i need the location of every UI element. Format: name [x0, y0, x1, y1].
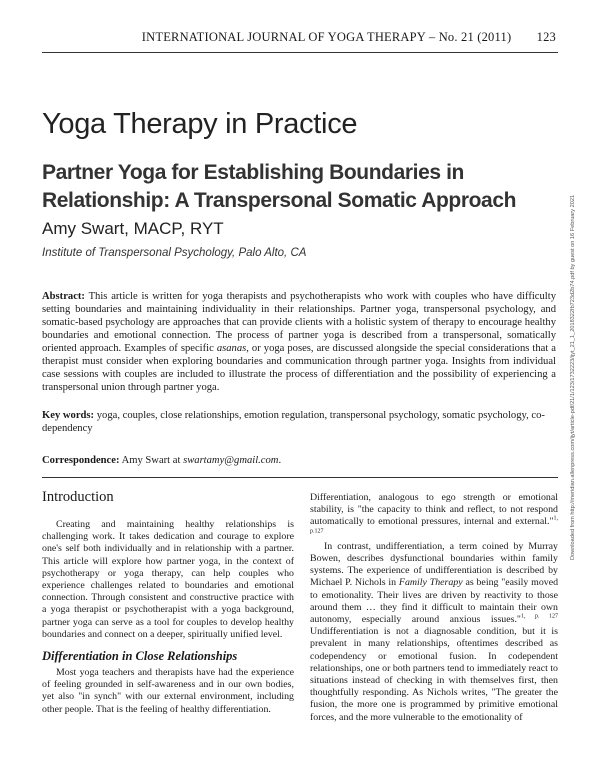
section-title: Yoga Therapy in Practice: [42, 108, 358, 140]
page-number: 123: [536, 30, 556, 44]
header-rule: [42, 52, 558, 53]
right-p2-text-c: Undifferentiation is not a diagnosable condition, but it is prevalent in many relationships, oftentimes described as codependency or emotional fusion. In codependent relationships, one or both partners tend to immediately react to situations instead of checking in with themselves first, then thoughtfully responding. As Nichols writes, "The greater the fusion, the more one is programmed by primitive emotional forces, and the more vulnerable to the emotionality of: [310, 626, 558, 723]
download-watermark: Downloaded from http://meridian.allenpress.com/ijyt/article-pdf/21/1/123/1732223/ijyt_21_1_2018322fb723d2b74.pdf by guest on 16 February 2021: [570, 194, 576, 560]
right-p1-text: Differentiation, analogous to ego strength or emotional stability, is "the capacity to think and reflect, to not respond automatically to emotional pressures, internal and external.": [310, 492, 558, 528]
differentiation-paragraph: Most yoga teachers and therapists have had the experience of feeling grounded in self-awareness and in our own bodies, yet also "in synch" with our external environment, including other people. That is the feeling of healthy differentiation.: [42, 667, 294, 715]
header-separator: –: [428, 30, 436, 44]
keywords: [42, 409, 556, 435]
right-p2-text-b: as being "easily moved to emotionality. Their lives are driven by reactivity to those around them … they find it difficult to maintain their own autonomy, especially around anxious issues.": [310, 577, 559, 626]
differentiation-subheading: Differentiation in Close Relationships: [42, 649, 238, 664]
intro-paragraph: Creating and maintaining healthy relationships is challenging work. It takes dedication and courage to explore one's self both individually and in relationship with a partner. This article will explore how partner yoga, in the context of psychotherapy or yoga therapy, can help couples who experience challenges related to boundaries and emotional connection. Through consistent and constructive practice with a yoga therapist or psychotherapist with a yoga background, partner yoga can serve as a tool for couples to develop healthy boundaries and connect on a deeper, spiritually unified level.: [42, 519, 294, 640]
section-rule: [42, 477, 558, 478]
abstract-italic-term: asanas: [216, 343, 247, 354]
issue-number: No. 21 (2011): [438, 30, 512, 44]
right-p2-book-title: Family Therapy: [398, 577, 463, 589]
right-paragraph-1: [310, 492, 558, 541]
right-paragraph-2: [310, 541, 558, 724]
correspondence-label: Correspondence:: [42, 455, 120, 466]
abstract-text-cont: , or yoga poses, are discussed alongside the special considerations that a therapist must consider when exploring boundaries and communication through partner yoga. Insights from individual case sessions with couples are included to illustrate the process of differentiation and the possibility of experiencing a transpersonal union through partner yoga.: [42, 343, 556, 393]
correspondence: [42, 454, 556, 467]
abstract-label: Abstract:: [42, 291, 85, 302]
right-column: [310, 492, 558, 724]
right-p1-citation: 1, p.127: [310, 516, 558, 535]
left-column: [42, 489, 294, 716]
introduction-heading: Introduction: [42, 489, 114, 505]
correspondence-name: Amy Swart at: [121, 455, 181, 466]
article-title: Partner Yoga for Establishing Boundaries in Relationship: A Transpersonal Somatic Approach: [42, 161, 517, 212]
journal-name: INTERNATIONAL JOURNAL OF YOGA THERAPY: [141, 30, 426, 44]
abstract: [42, 290, 556, 394]
author-affiliation: Institute of Transpersonal Psychology, Palo Alto, CA: [42, 247, 307, 259]
author-name: Amy Swart, MACP, RYT: [42, 219, 224, 238]
correspondence-email[interactable]: swartamy@gmail.com: [183, 455, 279, 466]
running-head: [0, 30, 556, 45]
right-p2-citation: 1, p. 127: [520, 613, 558, 620]
correspondence-end: .: [278, 455, 282, 466]
abstract-text: This article is written for yoga therapists and psychotherapists who work with couples who have difficulty setting boundaries and maintaining individuality in their relationships. Partner yoga, transpersonal psychology, and somatic-based psychology are approaches that can provide clients with a holistic system of therapy to encourage healthy boundaries and emotional connection. The process of partner yoga is described from a transpersonal, somatically oriented approach. Examples of specific: [42, 291, 556, 354]
right-p2-text-a: In contrast, undifferentiation, a term coined by Murray Bowen, describes dysfunctional boundaries within family systems. The experience of undifferentiation is described by Michael P. Nichols in: [310, 540, 558, 589]
keywords-text: yoga, couples, close relationships, emotion regulation, transpersonal psychology, somatic psychology, co-dependency: [42, 410, 545, 434]
keywords-label: Key words:: [42, 410, 95, 421]
